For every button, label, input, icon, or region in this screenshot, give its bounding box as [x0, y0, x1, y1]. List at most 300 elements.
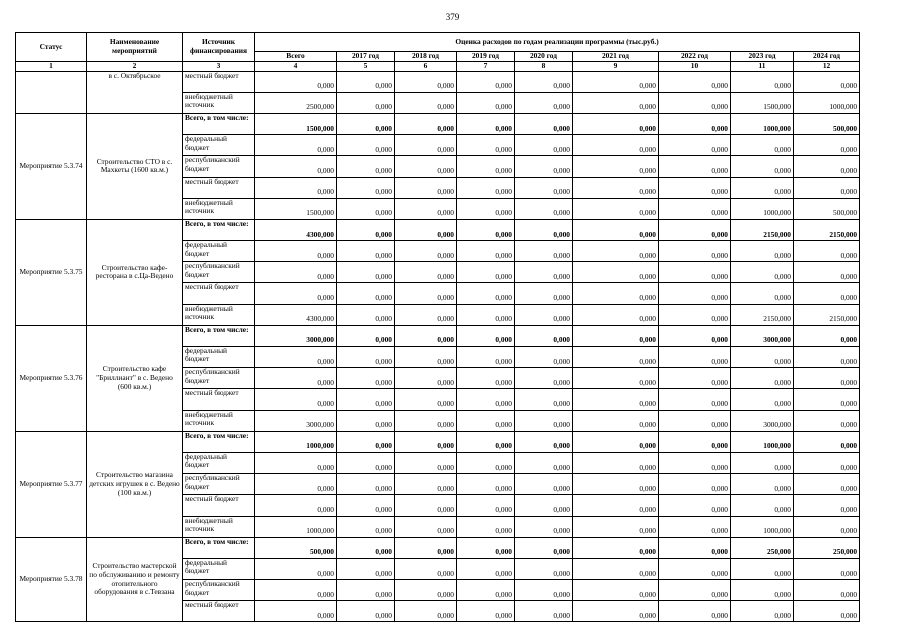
total-value: 0,000 [255, 262, 337, 283]
column-number: 6 [395, 61, 457, 71]
year-value: 0,000 [457, 304, 515, 325]
year-value: 0,000 [573, 177, 659, 198]
year-value: 0,000 [337, 198, 395, 219]
year-value: 0,000 [794, 516, 860, 537]
funding-source: республиканский бюджет [183, 156, 255, 177]
year-value: 0,000 [457, 474, 515, 495]
year-value: 0,000 [395, 537, 457, 558]
header-name: Наименование мероприятий [87, 33, 183, 62]
year-value: 0,000 [659, 156, 731, 177]
year-value: 3000,000 [731, 325, 794, 346]
total-value: 0,000 [255, 580, 337, 601]
year-value: 0,000 [337, 177, 395, 198]
year-value: 0,000 [457, 452, 515, 473]
year-value: 0,000 [794, 71, 860, 92]
funding-source: Всего, в том числе: [183, 219, 255, 240]
year-value: 500,000 [794, 198, 860, 219]
event-name: Строительство кафе-ресторана в с.Ца-Ведено [87, 219, 183, 325]
year-value: 0,000 [731, 71, 794, 92]
year-value: 0,000 [659, 241, 731, 262]
year-value: 0,000 [395, 516, 457, 537]
header-year: 2021 год [573, 52, 659, 62]
header-year: 2024 год [794, 52, 860, 62]
year-value: 0,000 [337, 135, 395, 156]
year-value: 0,000 [337, 431, 395, 452]
table-row [16, 71, 860, 92]
year-value: 0,000 [395, 410, 457, 431]
year-value: 0,000 [457, 410, 515, 431]
year-value: 0,000 [731, 474, 794, 495]
year-value: 0,000 [395, 198, 457, 219]
year-value: 0,000 [573, 389, 659, 410]
year-value: 0,000 [731, 283, 794, 304]
year-value: 1000,000 [731, 431, 794, 452]
total-value: 0,000 [255, 389, 337, 410]
year-value: 0,000 [515, 283, 573, 304]
year-value: 0,000 [515, 177, 573, 198]
year-value: 0,000 [457, 283, 515, 304]
year-value: 0,000 [659, 452, 731, 473]
year-value: 0,000 [573, 368, 659, 389]
year-value: 0,000 [573, 537, 659, 558]
year-value: 0,000 [395, 431, 457, 452]
year-value: 0,000 [515, 474, 573, 495]
year-value: 1000,000 [731, 113, 794, 134]
table-row [16, 537, 860, 558]
funding-source: Всего, в том числе: [183, 537, 255, 558]
funding-source: Всего, в том числе: [183, 113, 255, 134]
year-value: 0,000 [337, 368, 395, 389]
event-status: Мероприятие 5.3.75 [16, 219, 87, 325]
year-value: 0,000 [395, 368, 457, 389]
funding-source: федеральный бюджет [183, 241, 255, 262]
total-value: 0,000 [255, 495, 337, 516]
year-value: 0,000 [573, 452, 659, 473]
event-name: Строительство мастерской по обслуживанию и ремонту отопительного оборудования в с.Тевзана [87, 537, 183, 622]
year-value: 0,000 [395, 283, 457, 304]
column-number: 9 [573, 61, 659, 71]
column-number: 5 [337, 61, 395, 71]
year-value: 0,000 [515, 601, 573, 622]
year-value: 0,000 [337, 71, 395, 92]
year-value: 1000,000 [794, 92, 860, 113]
year-value: 0,000 [573, 92, 659, 113]
year-value: 0,000 [794, 389, 860, 410]
total-value: 0,000 [255, 601, 337, 622]
year-value: 0,000 [337, 156, 395, 177]
total-value: 3000,000 [255, 325, 337, 346]
total-value: 1500,000 [255, 198, 337, 219]
year-value: 0,000 [731, 177, 794, 198]
year-value: 0,000 [659, 474, 731, 495]
total-value: 3000,000 [255, 410, 337, 431]
year-value: 0,000 [337, 113, 395, 134]
year-value: 0,000 [573, 198, 659, 219]
year-value: 0,000 [731, 389, 794, 410]
year-value: 0,000 [337, 452, 395, 473]
year-value: 0,000 [457, 71, 515, 92]
year-value: 0,000 [515, 219, 573, 240]
column-number: 10 [659, 61, 731, 71]
year-value: 0,000 [659, 516, 731, 537]
year-value: 0,000 [573, 262, 659, 283]
funding-source: местный бюджет [183, 495, 255, 516]
header-year: 2020 год [515, 52, 573, 62]
year-value: 0,000 [457, 135, 515, 156]
year-value: 0,000 [515, 347, 573, 368]
year-value: 0,000 [395, 558, 457, 579]
table-header [16, 33, 860, 72]
funding-source: внебюджетный источник [183, 516, 255, 537]
year-value: 0,000 [573, 71, 659, 92]
year-value: 0,000 [395, 325, 457, 346]
year-value: 0,000 [731, 156, 794, 177]
year-value: 2150,000 [794, 219, 860, 240]
column-number-row [16, 61, 860, 71]
funding-source: местный бюджет [183, 389, 255, 410]
year-value: 0,000 [659, 580, 731, 601]
year-value: 0,000 [659, 283, 731, 304]
funding-source: федеральный бюджет [183, 558, 255, 579]
column-number: 2 [87, 61, 183, 71]
year-value: 0,000 [337, 241, 395, 262]
table-row [16, 113, 860, 134]
year-value: 0,000 [794, 283, 860, 304]
year-value: 0,000 [395, 177, 457, 198]
year-value: 0,000 [659, 410, 731, 431]
year-value: 0,000 [457, 241, 515, 262]
header-year: 2022 год [659, 52, 731, 62]
year-value: 0,000 [337, 389, 395, 410]
funding-source: Всего, в том числе: [183, 325, 255, 346]
year-value: 500,000 [794, 113, 860, 134]
year-value: 0,000 [659, 177, 731, 198]
year-value: 0,000 [337, 92, 395, 113]
year-value: 0,000 [457, 601, 515, 622]
year-value: 0,000 [731, 601, 794, 622]
event-status [16, 71, 87, 113]
column-number: 8 [515, 61, 573, 71]
total-value: 1500,000 [255, 113, 337, 134]
table-row [16, 431, 860, 452]
total-value: 0,000 [255, 474, 337, 495]
year-value: 0,000 [337, 537, 395, 558]
year-value: 0,000 [457, 177, 515, 198]
year-value: 0,000 [457, 347, 515, 368]
total-value: 0,000 [255, 452, 337, 473]
year-value: 0,000 [659, 198, 731, 219]
year-value: 0,000 [794, 410, 860, 431]
year-value: 0,000 [573, 495, 659, 516]
year-value: 0,000 [659, 304, 731, 325]
year-value: 0,000 [395, 601, 457, 622]
year-value: 0,000 [731, 558, 794, 579]
event-name: в с. Октябрьское [87, 71, 183, 113]
year-value: 0,000 [794, 558, 860, 579]
year-value: 0,000 [659, 262, 731, 283]
year-value: 0,000 [457, 198, 515, 219]
year-value: 0,000 [659, 431, 731, 452]
funding-source: федеральный бюджет [183, 347, 255, 368]
funding-source: республиканский бюджет [183, 262, 255, 283]
year-value: 0,000 [337, 219, 395, 240]
year-value: 1000,000 [731, 198, 794, 219]
year-value: 0,000 [515, 495, 573, 516]
total-value: 4300,000 [255, 219, 337, 240]
year-value: 0,000 [395, 113, 457, 134]
year-value: 0,000 [659, 113, 731, 134]
year-value: 0,000 [457, 219, 515, 240]
year-value: 0,000 [515, 389, 573, 410]
funding-source: внебюджетный источник [183, 92, 255, 113]
year-value: 0,000 [659, 368, 731, 389]
year-value: 0,000 [794, 601, 860, 622]
year-value: 0,000 [515, 135, 573, 156]
funding-source: республиканский бюджет [183, 474, 255, 495]
header-year: 2017 год [337, 52, 395, 62]
year-value: 0,000 [337, 347, 395, 368]
header-status: Статус [16, 33, 87, 62]
year-value: 0,000 [794, 156, 860, 177]
year-value: 2150,000 [731, 304, 794, 325]
year-value: 0,000 [731, 580, 794, 601]
year-value: 0,000 [659, 135, 731, 156]
year-value: 0,000 [573, 219, 659, 240]
year-value: 0,000 [659, 495, 731, 516]
total-value: 0,000 [255, 283, 337, 304]
year-value: 0,000 [794, 262, 860, 283]
year-value: 0,000 [515, 113, 573, 134]
year-value: 0,000 [515, 452, 573, 473]
funding-source: федеральный бюджет [183, 135, 255, 156]
year-value: 0,000 [794, 241, 860, 262]
year-value: 0,000 [395, 495, 457, 516]
year-value: 250,000 [794, 537, 860, 558]
total-value: 0,000 [255, 156, 337, 177]
year-value: 0,000 [337, 304, 395, 325]
year-value: 0,000 [573, 325, 659, 346]
table-row [16, 219, 860, 240]
year-value: 0,000 [457, 92, 515, 113]
total-value: 0,000 [255, 558, 337, 579]
total-value: 500,000 [255, 537, 337, 558]
year-value: 0,000 [573, 135, 659, 156]
year-value: 1000,000 [731, 516, 794, 537]
total-value: 0,000 [255, 71, 337, 92]
year-value: 0,000 [337, 601, 395, 622]
year-value: 0,000 [395, 135, 457, 156]
funding-source: Всего, в том числе: [183, 431, 255, 452]
header-source: Источник финансирования [183, 33, 255, 62]
year-value: 0,000 [457, 156, 515, 177]
year-value: 0,000 [457, 262, 515, 283]
header-year: 2023 год [731, 52, 794, 62]
event-status: Мероприятие 5.3.76 [16, 325, 87, 431]
year-value: 0,000 [515, 558, 573, 579]
year-value: 0,000 [515, 516, 573, 537]
year-value: 0,000 [395, 474, 457, 495]
event-name: Строительство кафе "Бриллиант" в с. Ведено (600 кв.м.) [87, 325, 183, 431]
year-value: 0,000 [395, 71, 457, 92]
year-value: 0,000 [515, 431, 573, 452]
year-value: 2150,000 [794, 304, 860, 325]
year-value: 0,000 [395, 347, 457, 368]
year-value: 0,000 [515, 71, 573, 92]
table-body [16, 71, 860, 622]
total-value: 2500,000 [255, 92, 337, 113]
year-value: 0,000 [573, 558, 659, 579]
year-value: 0,000 [794, 495, 860, 516]
column-number: 7 [457, 61, 515, 71]
year-value: 1500,000 [731, 92, 794, 113]
funding-source: местный бюджет [183, 283, 255, 304]
year-value: 0,000 [515, 580, 573, 601]
year-value: 0,000 [573, 474, 659, 495]
year-value: 0,000 [395, 389, 457, 410]
year-value: 0,000 [573, 347, 659, 368]
year-value: 0,000 [659, 389, 731, 410]
event-name: Строительство СТО в с. Махкеты (1600 кв.м.) [87, 113, 183, 219]
year-value: 0,000 [337, 410, 395, 431]
year-value: 0,000 [573, 304, 659, 325]
year-value: 3000,000 [731, 410, 794, 431]
year-value: 0,000 [457, 325, 515, 346]
year-value: 0,000 [395, 219, 457, 240]
year-value: 0,000 [794, 431, 860, 452]
funding-source: местный бюджет [183, 601, 255, 622]
year-value: 0,000 [337, 325, 395, 346]
funding-source: внебюджетный источник [183, 198, 255, 219]
year-value: 0,000 [515, 92, 573, 113]
year-value: 0,000 [457, 516, 515, 537]
year-value: 0,000 [794, 135, 860, 156]
year-value: 0,000 [337, 495, 395, 516]
year-value: 0,000 [659, 558, 731, 579]
year-value: 0,000 [731, 495, 794, 516]
total-value: 0,000 [255, 368, 337, 389]
funding-source: республиканский бюджет [183, 580, 255, 601]
year-value: 0,000 [337, 558, 395, 579]
year-value: 0,000 [573, 113, 659, 134]
year-value: 0,000 [395, 580, 457, 601]
page-number: 379 [445, 12, 460, 22]
year-value: 0,000 [659, 601, 731, 622]
year-value: 0,000 [395, 241, 457, 262]
year-value: 0,000 [515, 241, 573, 262]
column-number: 1 [16, 61, 87, 71]
year-value: 0,000 [794, 580, 860, 601]
year-value: 0,000 [659, 92, 731, 113]
year-value: 0,000 [731, 241, 794, 262]
year-value: 0,000 [515, 156, 573, 177]
year-value: 0,000 [794, 368, 860, 389]
funding-source: местный бюджет [183, 71, 255, 92]
year-value: 0,000 [395, 92, 457, 113]
year-value: 0,000 [731, 135, 794, 156]
total-value: 0,000 [255, 135, 337, 156]
year-value: 0,000 [573, 516, 659, 537]
header-year: 2018 год [395, 52, 457, 62]
year-value: 0,000 [573, 410, 659, 431]
expense-table [15, 32, 860, 622]
event-status: Мероприятие 5.3.77 [16, 431, 87, 537]
year-value: 0,000 [515, 537, 573, 558]
funding-source: внебюджетный источник [183, 304, 255, 325]
column-number: 12 [794, 61, 860, 71]
year-value: 0,000 [515, 262, 573, 283]
year-value: 0,000 [337, 283, 395, 304]
year-value: 0,000 [457, 495, 515, 516]
year-value: 0,000 [731, 452, 794, 473]
year-value: 0,000 [457, 558, 515, 579]
year-value: 0,000 [573, 283, 659, 304]
funding-source: внебюджетный источник [183, 410, 255, 431]
column-number: 3 [183, 61, 255, 71]
year-value: 0,000 [573, 241, 659, 262]
year-value: 0,000 [731, 347, 794, 368]
year-value: 0,000 [794, 474, 860, 495]
year-value: 0,000 [457, 389, 515, 410]
year-value: 0,000 [659, 537, 731, 558]
year-value: 0,000 [573, 580, 659, 601]
event-status: Мероприятие 5.3.74 [16, 113, 87, 219]
year-value: 2150,000 [731, 219, 794, 240]
year-value: 0,000 [457, 431, 515, 452]
year-value: 0,000 [337, 580, 395, 601]
column-number: 11 [731, 61, 794, 71]
total-value: 0,000 [255, 347, 337, 368]
year-value: 0,000 [515, 325, 573, 346]
total-value: 1000,000 [255, 516, 337, 537]
year-value: 0,000 [395, 452, 457, 473]
column-number: 4 [255, 61, 337, 71]
year-value: 0,000 [573, 601, 659, 622]
year-value: 0,000 [659, 71, 731, 92]
expense-table-wrapper [15, 32, 859, 622]
year-value: 0,000 [659, 219, 731, 240]
event-status: Мероприятие 5.3.78 [16, 537, 87, 622]
year-value: 0,000 [515, 198, 573, 219]
header-total: Всего [255, 52, 337, 62]
year-value: 0,000 [659, 347, 731, 368]
year-value: 0,000 [395, 156, 457, 177]
year-value: 0,000 [794, 177, 860, 198]
total-value: 1000,000 [255, 431, 337, 452]
year-value: 0,000 [457, 580, 515, 601]
year-value: 0,000 [337, 474, 395, 495]
year-value: 0,000 [515, 304, 573, 325]
year-value: 0,000 [515, 368, 573, 389]
funding-source: местный бюджет [183, 177, 255, 198]
year-value: 0,000 [573, 156, 659, 177]
year-value: 0,000 [794, 452, 860, 473]
total-value: 4300,000 [255, 304, 337, 325]
year-value: 0,000 [794, 347, 860, 368]
total-value: 0,000 [255, 177, 337, 198]
header-estimate: Оценка расходов по годам реализации программы (тыс.руб.) [255, 33, 860, 52]
funding-source: федеральный бюджет [183, 452, 255, 473]
year-value: 250,000 [731, 537, 794, 558]
year-value: 0,000 [457, 113, 515, 134]
year-value: 0,000 [337, 262, 395, 283]
year-value: 0,000 [395, 304, 457, 325]
total-value: 0,000 [255, 241, 337, 262]
year-value: 0,000 [573, 431, 659, 452]
year-value: 0,000 [457, 368, 515, 389]
year-value: 0,000 [395, 262, 457, 283]
year-value: 0,000 [457, 537, 515, 558]
year-value: 0,000 [337, 516, 395, 537]
